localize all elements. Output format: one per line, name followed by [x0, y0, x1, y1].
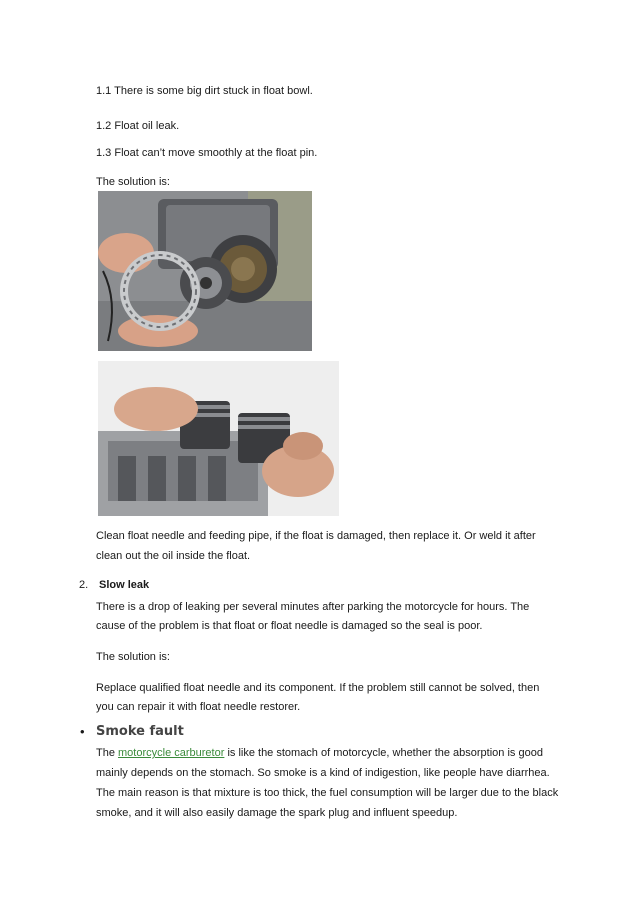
smoke-line-3: The main reason is that mixture is too thick, the fuel consumption will be larger due to the black [96, 787, 559, 799]
motorcycle-carburetor-link[interactable]: motorcycle carburetor [118, 747, 225, 759]
smoke-line-4: smoke, and it will also easily damage the spark plug and influent speedup. [96, 807, 458, 819]
smoke-line-1 [96, 746, 543, 760]
slow-leak-line-1: There is a drop of leaking per several minutes after parking the motorcycle for hours. The [96, 601, 530, 613]
smoke-line-1-pre: The [96, 747, 119, 759]
clutch-repair-illustration [98, 191, 312, 351]
solution-label-1: The solution is: [96, 176, 170, 188]
cause-1-2: 1.2 Float oil leak. [96, 120, 180, 132]
replace-line-2: you can repair it with float needle restorer. [96, 701, 301, 713]
piston-repair-illustration [98, 361, 339, 516]
cause-1-3: 1.3 Float can’t move smoothly at the float pin. [96, 147, 318, 159]
bullet-icon: • [80, 724, 85, 739]
solution-label-2: The solution is: [96, 651, 170, 663]
piston-repair-photo [98, 361, 339, 516]
smoke-fault-heading: Smoke fault [96, 724, 184, 739]
smoke-line-1-post: is like the stomach of motorcycle, whether the absorption is good [224, 747, 543, 759]
clean-paragraph-line-1: Clean float needle and feeding pipe, if the float is damaged, then replace it. Or weld it after [96, 530, 536, 542]
smoke-line-2: mainly depends on the stomach. So smoke is a kind of indigestion, like people have diarrhea. [96, 767, 550, 779]
clutch-repair-photo [98, 191, 312, 351]
clean-paragraph-line-2: clean out the oil inside the float. [96, 550, 251, 562]
item-2-title: Slow leak [99, 579, 150, 591]
cause-1-1: 1.1 There is some big dirt stuck in float bowl. [96, 85, 313, 97]
item-2-number: 2. [79, 579, 89, 591]
slow-leak-line-2: cause of the problem is that float or float needle is damaged so the seal is poor. [96, 620, 483, 632]
replace-line-1: Replace qualified float needle and its component. If the problem still cannot be solved, then [96, 682, 540, 694]
